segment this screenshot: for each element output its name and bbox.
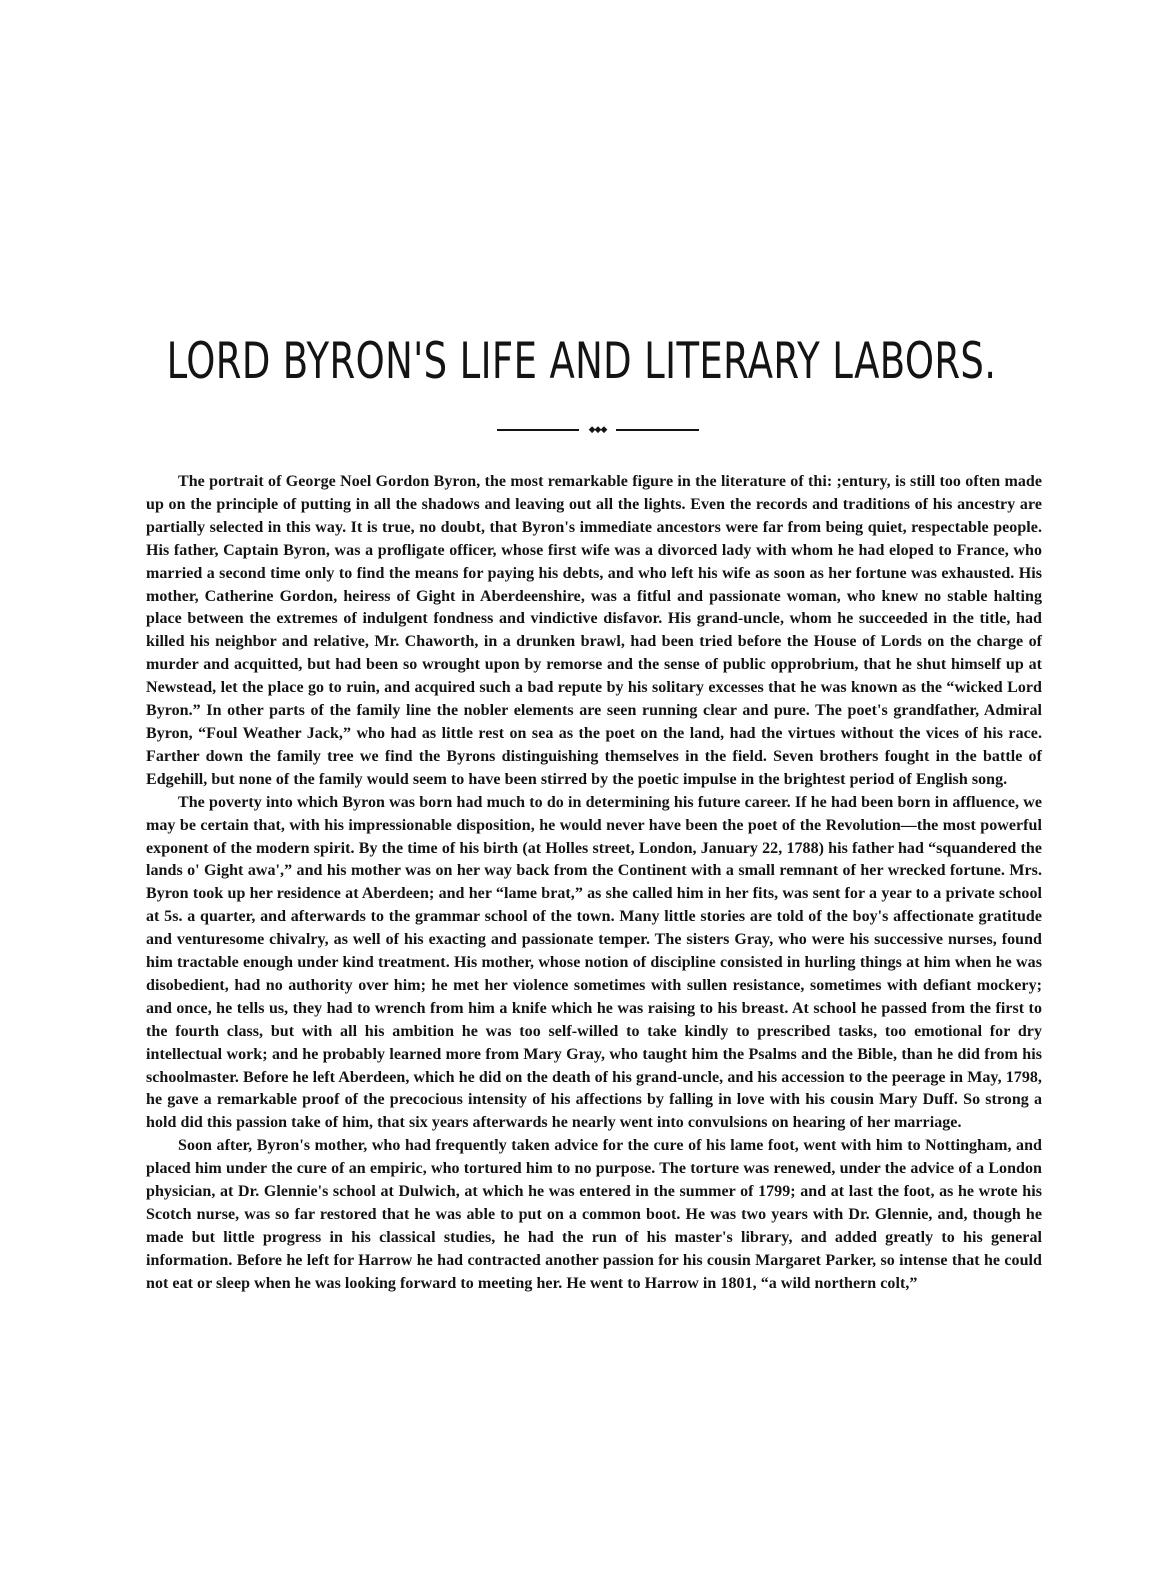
ornament-rule-left (497, 429, 579, 431)
paragraph-childhood: The poverty into which Byron was born had much to do in determining his future career. If he had been born in affluence, we may be certain that, with his impressionable disposition, he would never have been the poet of the Revolution—the most powerful exponent of the modern spirit. By the time of his birth (at Holles street, London, January 22, 1788) his father had “squandered the lands o' Gight awa',” and his mother was on her way back from the Continent with a small remnant of her wrecked fortune. Mrs. Byron took up her residence at Aberdeen; and her “lame brat,” as she called him in her fits, was sent for a year to a private school at 5s. a quarter, and afterwards to the grammar school of the town. Many little stories are told of the boy's affectionate gratitude and venturesome chivalry, as well of his exacting and passionate temper. The sisters Gray, who were his successive nurses, found him tractable enough under kind treatment. His mother, whose notion of discipline consisted in hurling things at him when he was disobedient, had no authority over him; he met her violence sometimes with sullen resistance, sometimes with defiant mockery; and once, he tells us, they had to wrench from him a knife which he was raising to his breast. At school he passed from the first to the fourth class, but with all his ambition he was too self-willed to take kindly to prescribed tasks, too emotional for dry intellectual work; and he probably learned more from Mary Gray, who taught him the Psalms and the Bible, than he did from his schoolmaster. Before he left Aberdeen, which he did on the death of his grand-uncle, and his accession to the peerage in May, 1798, he gave a remarkable proof of the precocious intensity of his affections by falling in love with his cousin Mary Duff. So strong a hold did this passion take of him, that six years afterwards he nearly went into convulsions on hearing of her marriage. (146, 793, 1042, 1132)
paragraph-ancestry: The portrait of George Noel Gordon Byron, the most remarkable figure in the literature of thi: ;entury, is still too often made up on the principle of putting in all the shadows and leaving out all the lights. Even the records and traditions of his ancestry are partially selected in this way. It is true, no doubt, that Byron's immediate ancestors were far from being quiet, respectable people. His father, Captain Byron, was a profligate officer, whose first wife was a divorced lady with whom he had eloped to France, who married a second time only to find the means for paying his debts, and who left his wife as soon as her fortune was exhausted. His mother, Catherine Gordon, heiress of Gight in Aberdeenshire, was a fitful and passionate woman, who knew no stable halting place between the extremes of indulgent fondness and vindictive disfavor. His grand-uncle, whom he succeeded in the title, had killed his neighbor and relative, Mr. Chaworth, in a drunken brawl, had been tried before the House of Lords on the charge of murder and acquitted, but had been so wrought upon by remorse and the sense of public opprobrium, that he shut himself up at Newstead, let the place go to ruin, and acquired such a bad repute by his solitary excesses that he was known as the “wicked Lord Byron.” In other parts of the family line the nobler elements are seen running clear and pure. The poet's grandfather, Admiral Byron, “Foul Weather Jack,” who had as little rest on sea as the poet on the land, had the virtues without the vices of his race. Farther down the family tree we find the Byrons distinguishing themselves in the field. Seven brothers fought in the battle of Edgehill, but none of the family would seem to have been stirred by the poetic impulse in the brightest period of English song. (146, 473, 1042, 788)
ornament-rule-right (616, 429, 699, 431)
body-text (146, 471, 1042, 1296)
diamond-ornament-icon: ◆◆◆ (588, 425, 607, 435)
chapter-title: LORD BYRON'S LIFE AND LITERARY LABORS. (166, 332, 997, 390)
paragraph-schooling: Soon after, Byron's mother, who had frequently taken advice for the cure of his lame foot, went with him to Nottingham, and placed him under the cure of an empiric, who tortured him to no purpose. The torture was renewed, under the advice of a London physician, at Dr. Glennie's school at Dulwich, at which he was entered in the summer of 1799; and at last the foot, as he wrote his Scotch nurse, was so far restored that he was able to put on a common boot. He was two years with Dr. Glennie, and, though he made but little progress in his classical studies, he had the run of his master's library, and added greatly to his general information. Before he left for Harrow he had contracted another passion for his cousin Margaret Parker, so intense that he could not eat or sleep when he was looking forward to meeting her. He went to Harrow in 1801, “a wild northern colt,” (146, 1137, 1042, 1292)
title-ornament-rule (497, 425, 699, 435)
